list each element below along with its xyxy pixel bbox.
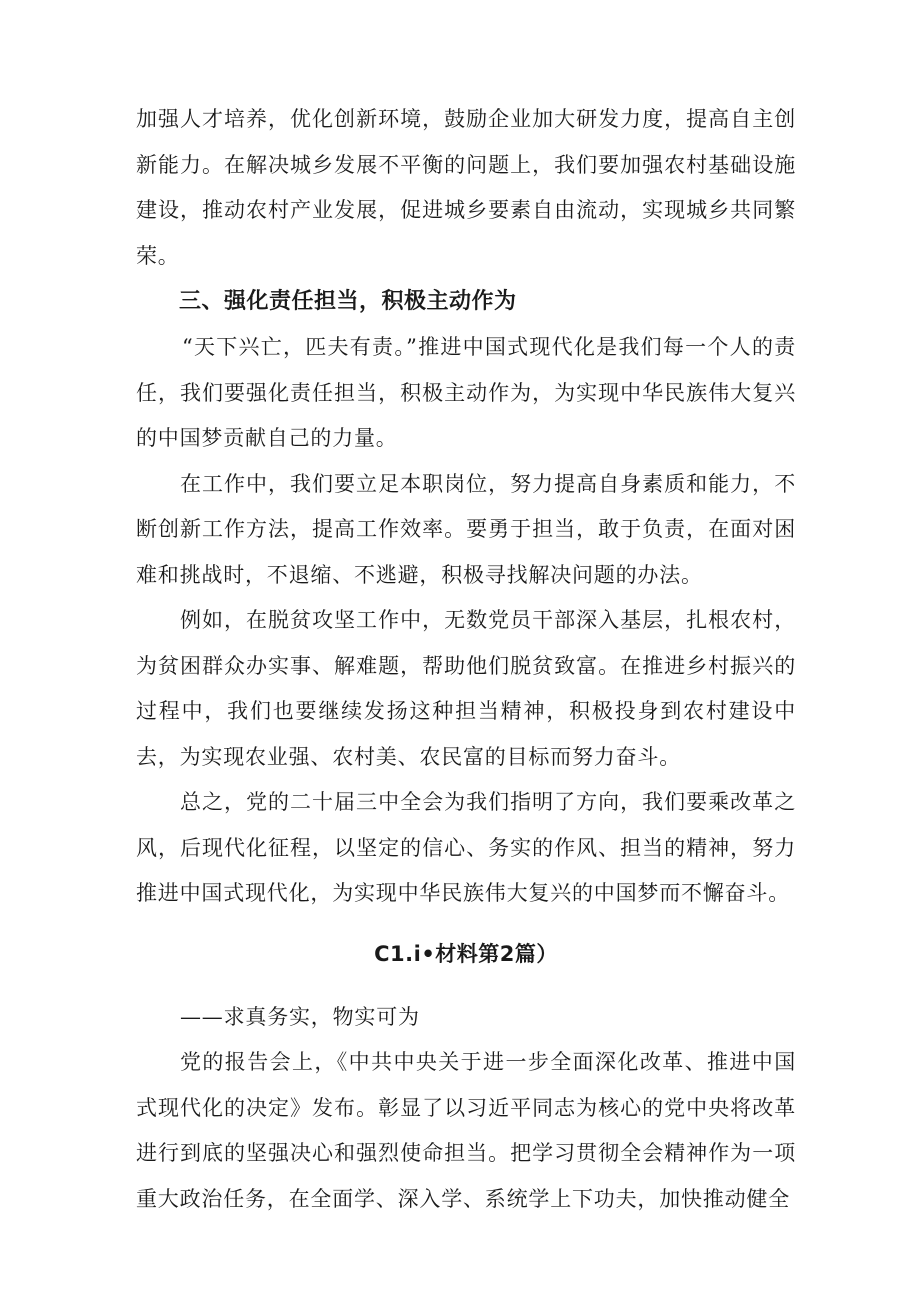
article-title: C1.i•材料第2篇）	[374, 941, 558, 966]
section-heading: 三、强化责任担当，积极主动作为	[179, 289, 517, 314]
paragraph-article-body: 党的报告会上，《中共中央关于进一步全面深化改革、推进中国式现代化的决定》发布。彰显了以习近平同志为核心的党中央将改革进行到底的坚强决心和强烈使命担当。把学习贯彻全会精神作为一项重大政治任务，在全面学、深入学、系统学上下功夫，加快推动健全	[136, 1050, 796, 1211]
article-subtitle: ——求真务实，物实可为	[180, 1004, 420, 1029]
paragraph-conclusion: 总之，党的二十届三中全会为我们指明了方向，我们要乘改革之风，后现代化征程，以坚定的信心、务实的作风、担当的精神，努力推进中国式现代化，为实现中华民族伟大复兴的中国梦而不懈奋斗。	[136, 790, 796, 905]
paragraph-quote: “天下兴亡，匹夫有责。”推进中国式现代化是我们每一个人的责任，我们要强化责任担当，积极主动作为，为实现中华民族伟大复兴的中国梦贡献自己的力量。	[136, 335, 796, 450]
paragraph-example: 例如，在脱贫攻坚工作中，无数党员干部深入基层，扎根农村，为贫困群众办实事、解难题，帮助他们脱贫致富。在推进乡村振兴的过程中，我们也要继续发扬这种担当精神，积极投身到农村建设中去，为实现农业强、农村美、农民富的目标而努力奋斗。	[136, 608, 796, 769]
document-body	[136, 97, 796, 1222]
paragraph-work: 在工作中，我们要立足本职岗位，努力提高自身素质和能力，不断创新工作方法，提高工作效率。要勇于担当，敢于负责，在面对困难和挑战时，不退缩、不逃避，积极寻找解决问题的办法。	[136, 471, 796, 587]
paragraph-continued: 加强人才培养，优化创新环境，鼓励企业加大研发力度，提高自主创新能力。在解决城乡发展不平衡的问题上，我们要加强农村基础设施建设，推动农村产业发展，促进城乡要素自由流动，实现城乡共同繁荣。	[136, 107, 796, 268]
